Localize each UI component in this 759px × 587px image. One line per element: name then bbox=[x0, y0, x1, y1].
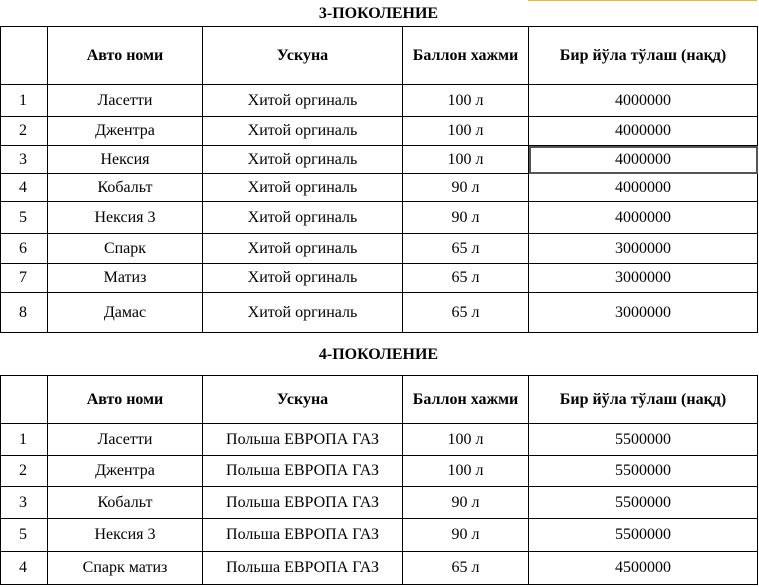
table-4-generation bbox=[0, 375, 758, 585]
table-row bbox=[1, 202, 758, 234]
header-payment[interactable]: Бир йўла тўлаш (нақд) bbox=[529, 376, 758, 424]
cell-row-number[interactable]: 5 bbox=[1, 519, 48, 552]
cell-payment[interactable]: 4000000 bbox=[529, 174, 758, 202]
cell-tank-volume[interactable]: 65 л bbox=[403, 293, 529, 333]
table-row bbox=[1, 174, 758, 202]
table-row bbox=[1, 85, 758, 117]
header-tank-volume[interactable]: Баллон хажми bbox=[403, 376, 529, 424]
cell-equipment[interactable]: Хитой оргиналь bbox=[203, 117, 403, 146]
cell-car-name[interactable]: Нексия bbox=[48, 146, 203, 174]
selection-accent-line bbox=[528, 0, 757, 1]
cell-row-number[interactable]: 2 bbox=[1, 117, 48, 146]
table-row bbox=[1, 117, 758, 146]
header-row-number[interactable] bbox=[1, 27, 48, 85]
cell-car-name[interactable]: Нексия 3 bbox=[48, 519, 203, 552]
cell-payment[interactable]: 4000000 bbox=[529, 85, 758, 117]
table-row bbox=[1, 552, 758, 585]
cell-payment[interactable]: 4000000 bbox=[529, 117, 758, 146]
cell-car-name[interactable]: Матиз bbox=[48, 264, 203, 293]
cell-tank-volume[interactable]: 100 л bbox=[403, 456, 529, 487]
table-row bbox=[1, 519, 758, 552]
cell-equipment[interactable]: Хитой оргиналь bbox=[203, 85, 403, 117]
cell-equipment[interactable]: Хитой оргиналь bbox=[203, 234, 403, 264]
header-equipment[interactable]: Ускуна bbox=[203, 376, 403, 424]
cell-row-number[interactable]: 8 bbox=[1, 293, 48, 333]
table-row bbox=[1, 487, 758, 519]
cell-payment[interactable]: 5500000 bbox=[529, 487, 758, 519]
cell-tank-volume[interactable]: 90 л bbox=[403, 174, 529, 202]
header-equipment[interactable]: Ускуна bbox=[203, 27, 403, 85]
header-row bbox=[1, 27, 758, 85]
cell-tank-volume[interactable]: 100 л bbox=[403, 117, 529, 146]
cell-equipment[interactable]: Польша ЕВРОПА ГАЗ bbox=[203, 424, 403, 456]
cell-car-name[interactable]: Ласетти bbox=[48, 85, 203, 117]
cell-row-number[interactable]: 3 bbox=[1, 487, 48, 519]
table-row bbox=[1, 456, 758, 487]
cell-payment[interactable]: 3000000 bbox=[529, 264, 758, 293]
cell-payment[interactable]: 3000000 bbox=[529, 234, 758, 264]
table-row bbox=[1, 264, 758, 293]
table-3-generation bbox=[0, 26, 758, 333]
cell-row-number[interactable]: 6 bbox=[1, 234, 48, 264]
cell-car-name[interactable]: Спарк bbox=[48, 234, 203, 264]
table-row bbox=[1, 234, 758, 264]
cell-tank-volume[interactable]: 100 л bbox=[403, 146, 529, 174]
cell-tank-volume[interactable]: 100 л bbox=[403, 85, 529, 117]
table-row bbox=[1, 293, 758, 333]
cell-equipment[interactable]: Польша ЕВРОПА ГАЗ bbox=[203, 487, 403, 519]
cell-tank-volume[interactable]: 90 л bbox=[403, 202, 529, 234]
cell-equipment[interactable]: Хитой оргиналь bbox=[203, 174, 403, 202]
cell-equipment[interactable]: Польша ЕВРОПА ГАЗ bbox=[203, 456, 403, 487]
cell-row-number[interactable]: 5 bbox=[1, 202, 48, 234]
cell-row-number[interactable]: 7 bbox=[1, 264, 48, 293]
cell-car-name[interactable]: Нексия 3 bbox=[48, 202, 203, 234]
cell-equipment[interactable]: Хитой оргиналь bbox=[203, 293, 403, 333]
cell-payment[interactable]: 4500000 bbox=[529, 552, 758, 585]
cell-tank-volume[interactable]: 90 л bbox=[403, 519, 529, 552]
table-row bbox=[1, 424, 758, 456]
cell-equipment[interactable]: Хитой оргиналь bbox=[203, 146, 403, 174]
cell-car-name[interactable]: Джентра bbox=[48, 456, 203, 487]
cell-tank-volume[interactable]: 65 л bbox=[403, 552, 529, 585]
cell-payment[interactable]: 5500000 bbox=[529, 424, 758, 456]
cell-payment[interactable]: 3000000 bbox=[529, 293, 758, 333]
header-tank-volume[interactable]: Баллон хажми bbox=[403, 27, 529, 85]
cell-car-name[interactable]: Спарк матиз bbox=[48, 552, 203, 585]
header-car-name[interactable]: Авто номи bbox=[48, 376, 203, 424]
cell-payment[interactable]: 5500000 bbox=[529, 519, 758, 552]
cell-row-number[interactable]: 4 bbox=[1, 174, 48, 202]
cell-payment[interactable]: 5500000 bbox=[529, 456, 758, 487]
cell-tank-volume[interactable]: 65 л bbox=[403, 234, 529, 264]
header-payment[interactable]: Бир йўла тўлаш (нақд) bbox=[529, 27, 758, 85]
cell-car-name[interactable]: Ласетти bbox=[48, 424, 203, 456]
cell-car-name[interactable]: Дамас bbox=[48, 293, 203, 333]
cell-row-number[interactable]: 2 bbox=[1, 456, 48, 487]
header-row bbox=[1, 376, 758, 424]
cell-row-number[interactable]: 1 bbox=[1, 85, 48, 117]
cell-car-name[interactable]: Кобальт bbox=[48, 174, 203, 202]
cell-tank-volume[interactable]: 100 л bbox=[403, 424, 529, 456]
cell-row-number[interactable]: 1 bbox=[1, 424, 48, 456]
cell-row-number[interactable]: 3 bbox=[1, 146, 48, 174]
header-row-number[interactable] bbox=[1, 376, 48, 424]
cell-equipment[interactable]: Польша ЕВРОПА ГАЗ bbox=[203, 552, 403, 585]
section-title-3-generation: 3-ПОКОЛЕНИЕ bbox=[318, 5, 439, 22]
cell-payment[interactable]: 4000000 bbox=[529, 146, 758, 174]
cell-tank-volume[interactable]: 65 л bbox=[403, 264, 529, 293]
header-car-name[interactable]: Авто номи bbox=[48, 27, 203, 85]
cell-equipment[interactable]: Хитой оргиналь bbox=[203, 264, 403, 293]
cell-equipment[interactable]: Хитой оргиналь bbox=[203, 202, 403, 234]
section-title-4-generation: 4-ПОКОЛЕНИЕ bbox=[318, 346, 439, 363]
table-row bbox=[1, 146, 758, 174]
cell-car-name[interactable]: Кобальт bbox=[48, 487, 203, 519]
cell-payment[interactable]: 4000000 bbox=[529, 202, 758, 234]
cell-tank-volume[interactable]: 90 л bbox=[403, 487, 529, 519]
cell-equipment[interactable]: Польша ЕВРОПА ГАЗ bbox=[203, 519, 403, 552]
cell-car-name[interactable]: Джентра bbox=[48, 117, 203, 146]
cell-row-number[interactable]: 4 bbox=[1, 552, 48, 585]
